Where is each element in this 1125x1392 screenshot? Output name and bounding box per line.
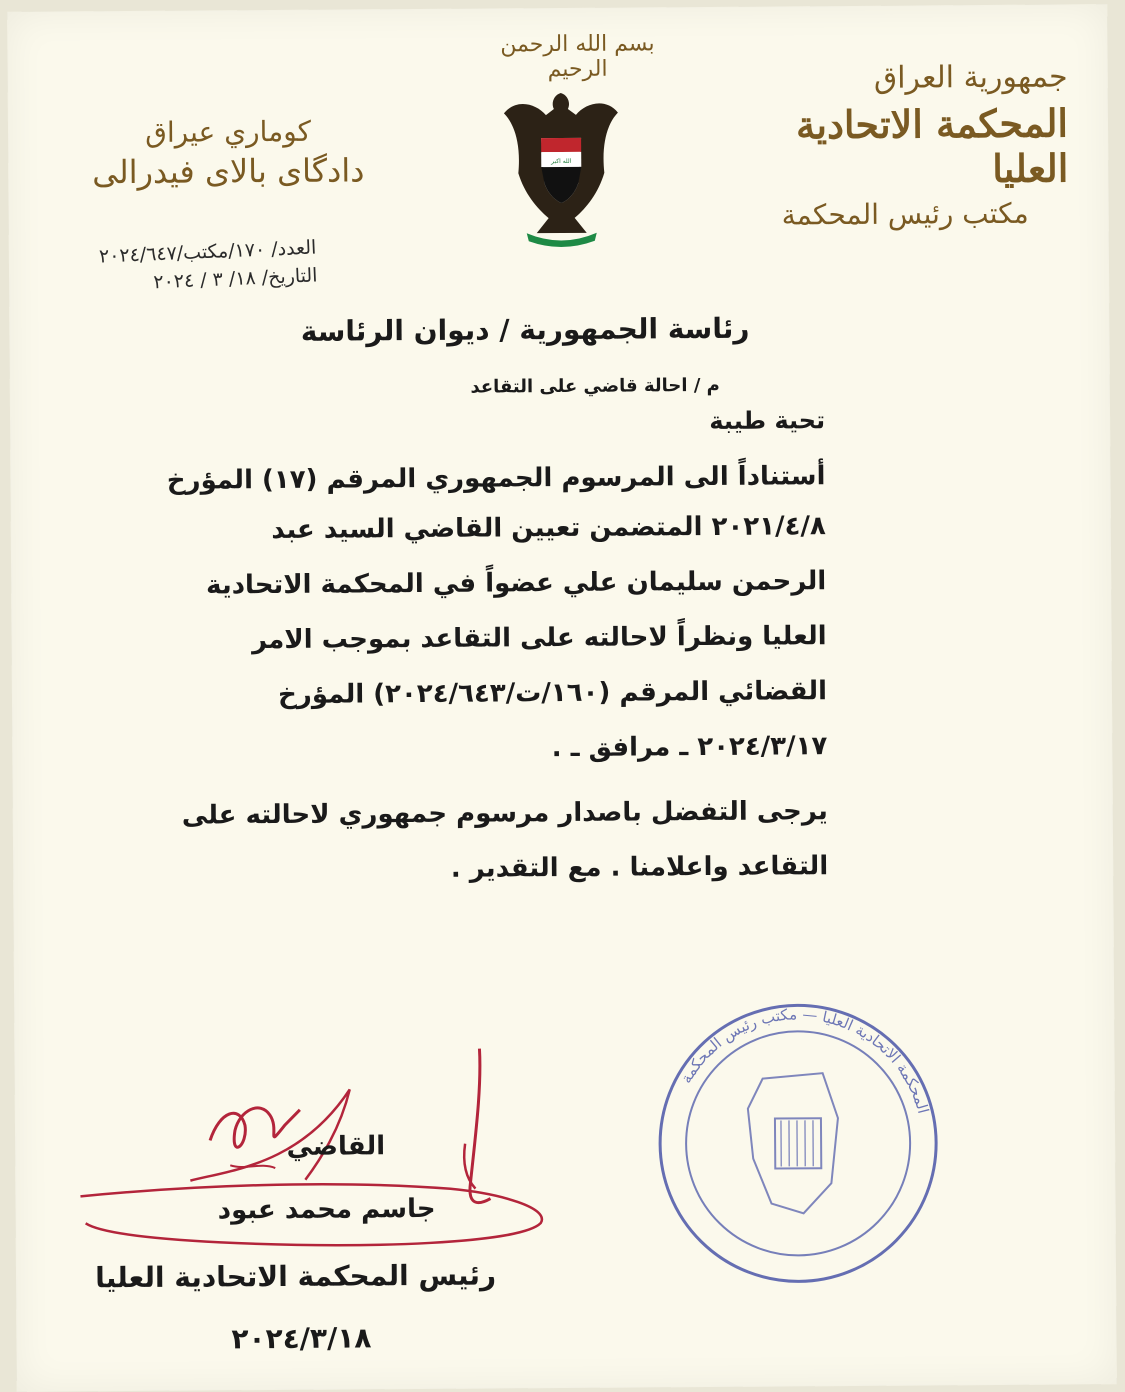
body-line: التقاعد واعلامنا . مع التقدير . [450, 851, 829, 884]
reference-date: التاريخ/ ١٨/ ٣ / ٢٠٢٤ [152, 264, 318, 294]
addressee: رئاسة الجمهورية / ديوان الرئاسة [300, 311, 750, 348]
signatory-name: جاسم محمد عبود [217, 1193, 436, 1226]
iraq-emblem-icon [496, 83, 627, 254]
body-line: العليا ونظراً لاحالته على التقاعد بموجب الامر [251, 621, 827, 656]
document-page [7, 4, 1117, 1392]
reference-number: العدد/ ١٧٠/مكتب/٢٠٢٤/٦٤٧ [98, 236, 317, 268]
body-line: أستناداً الى المرسوم الجمهوري المرقم (١٧) المؤرخ [166, 461, 826, 496]
header-right [708, 59, 1069, 232]
subject-line: م / احالة قاضي على التقاعد [470, 374, 720, 398]
signature-label: القاضي [286, 1131, 386, 1162]
stamp-text: المحكمة الاتحادية العليا — مكتب رئيس المحكمة [676, 1005, 933, 1116]
header-right-line2: المحكمة الاتحادية العليا [795, 100, 1069, 191]
greeting: تحية طيبة [709, 406, 826, 435]
body-line: ٢٠٢١/٤/٨ المتضمن تعيين القاضي السيد عبد [271, 511, 826, 546]
signatory-title: رئيس المحكمة الاتحادية العليا [95, 1258, 497, 1295]
header-right-line1: جمهورية العراق [873, 59, 1068, 96]
body-line: يرجى التفضل باصدار مرسوم جمهوري لاحالته على [181, 796, 828, 831]
signature-date: ٢٠٢٤/٣/١٨ [231, 1321, 372, 1356]
header-left [68, 114, 389, 191]
svg-text:الله اكبر: الله اكبر [551, 157, 572, 166]
header-left-line2: دادگای بالای فیدرالی [92, 151, 365, 192]
body-line: ٢٠٢٤/٣/١٧ ـ مرافق ـ . [551, 731, 828, 764]
body-line: الرحمن سليمان علي عضواً في المحكمة الاتحادية [206, 566, 827, 601]
header-left-line1: كوماري عيراق [145, 114, 312, 149]
svg-text:المحكمة الاتحادية العليا — مكت [676, 1004, 932, 1117]
reference-block [16, 236, 318, 299]
basmala: بسم الله الرحمن الرحيم [500, 31, 655, 83]
official-stamp [652, 997, 944, 1289]
header-right-line3: مكتب رئيس المحكمة [781, 196, 1029, 232]
body-line: القضائي المرقم (١٦٠/ت/٢٠٢٤/٦٤٣) المؤرخ [277, 676, 828, 710]
